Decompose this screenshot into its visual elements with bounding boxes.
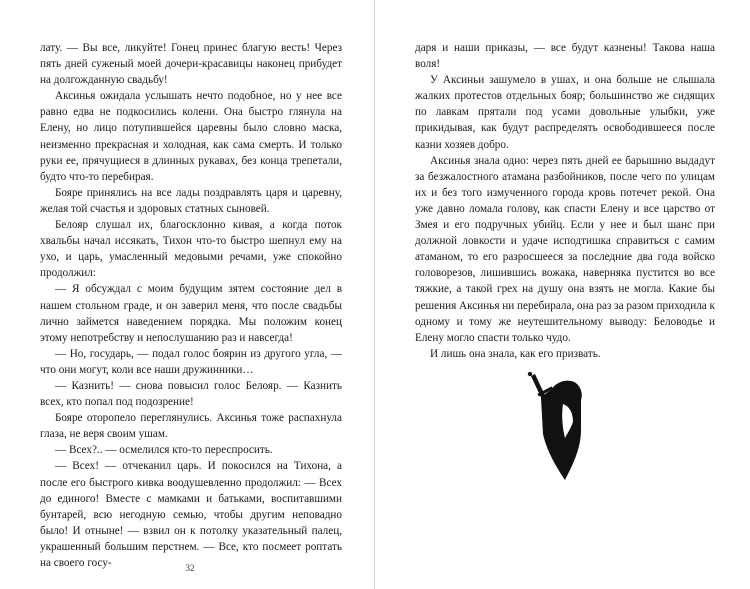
paragraph: Аксинья ожидала услышать нечто подобное, но у нее все равно едва не подкосились колени. Она быстро глянула на Елену, но лицо потупившейся царевны было словно маска, неизменно прекрасная и холодная, как сама смерть. И только руки ее, прячущиеся в длинных рукавах, без конца трепетали, будто что-то перебирая.	[40, 90, 342, 183]
dagger-shield-emblem-icon	[523, 372, 593, 482]
paragraph: Бояре принялись на все лады поздравлять царя и царевну, желая той счастья и здоровых статных сыновей.	[40, 186, 342, 215]
paragraph: — Казнить! — снова повысил голос Белояр. — Казнить всех, кто попал под подозрение!	[40, 379, 342, 409]
paragraph: — Я обсуждал с моим будущим зятем состояние дел в нашем стольном граде, и он заверил меня, что после свадьбы лично займется наведением порядка. Мы положим конец этому непотребству и непослушанию раз и навсегда!	[40, 283, 342, 344]
paragraph: — Всех! — отчеканил царь. И покосился на Тихона, а после его быстрого кивка воодушевленно продолжил: — Всех до единого! Вместе с мамками и батьками, воспитавшими бунтарей, всю негодную семью, чтобы другим неповадно было! И отныне! — взвил он к потолку указательный палец, украшенный большим перстнем. — Все, кто посмеет роптать на своего госу-	[40, 460, 342, 569]
left-page-text	[40, 40, 342, 571]
paragraph: — Всех?.. — осмелился кто-то переспросить.	[55, 444, 273, 457]
dagger-pommel	[528, 372, 532, 376]
right-page-text	[415, 40, 715, 362]
paragraph: Аксинья знала одно: через пять дней ее барышню выдадут за безжалостного атамана разбойников, после чего по улицам их и без того измученного города кровь потечет рекой. Она уже давно ломала голову, как спасти Елену и все царство от Змея и его подручных убийц. Если у нее и был шанс при должной ловкости и удаче исподтишка справиться с самим атаманом, то его разросшееся за последние два года войско головорезов, лишившись вожака, наверняка пустится во все тяжкие, а такой грех на душу она взять не могла. Какие бы решения Аксинья ни перебирала, она раз за разом приходила к одному и тому же неутешительному выводу: Беловодье и Елену могло спасти только чудо.	[415, 154, 715, 344]
left-page	[0, 0, 374, 589]
paragraph: Бояре оторопело переглянулись. Аксинья тоже распахнула глаза, не веря своим ушам.	[40, 412, 342, 441]
right-page	[375, 0, 750, 589]
paragraph: Белояр слушал их, благосклонно кивая, а когда поток хвальбы начал иссякать, Тихон что-то быстро шепнул ему на ухо, и царь, умасленный медовыми речами, уже спокойно продолжил:	[40, 219, 342, 280]
paragraph: лату. — Вы все, ликуйте! Гонец принес благую весть! Через пять дней суженый моей дочери-красавицы наконец прибудет на долгожданную свадьбу!	[40, 42, 342, 87]
paragraph: — Но, государь, — подал голос боярин из другого угла, — что они могут, коли все наши дружинники…	[40, 347, 342, 376]
paragraph: И лишь она знала, как его призвать.	[430, 347, 601, 360]
page-number: 32	[185, 563, 195, 573]
paragraph: даря и наши приказы, — все будут казнены! Такова наша воля!	[415, 42, 715, 71]
paragraph: У Аксиньи зашумело в ушах, и она больше не слышала жалких протестов отдельных бояр; большинство же сидящих по лавкам прятали под усами довольные улыбки, уже прикидывая, как будут распределять освободившееся после казни хозяев добро.	[415, 74, 715, 151]
